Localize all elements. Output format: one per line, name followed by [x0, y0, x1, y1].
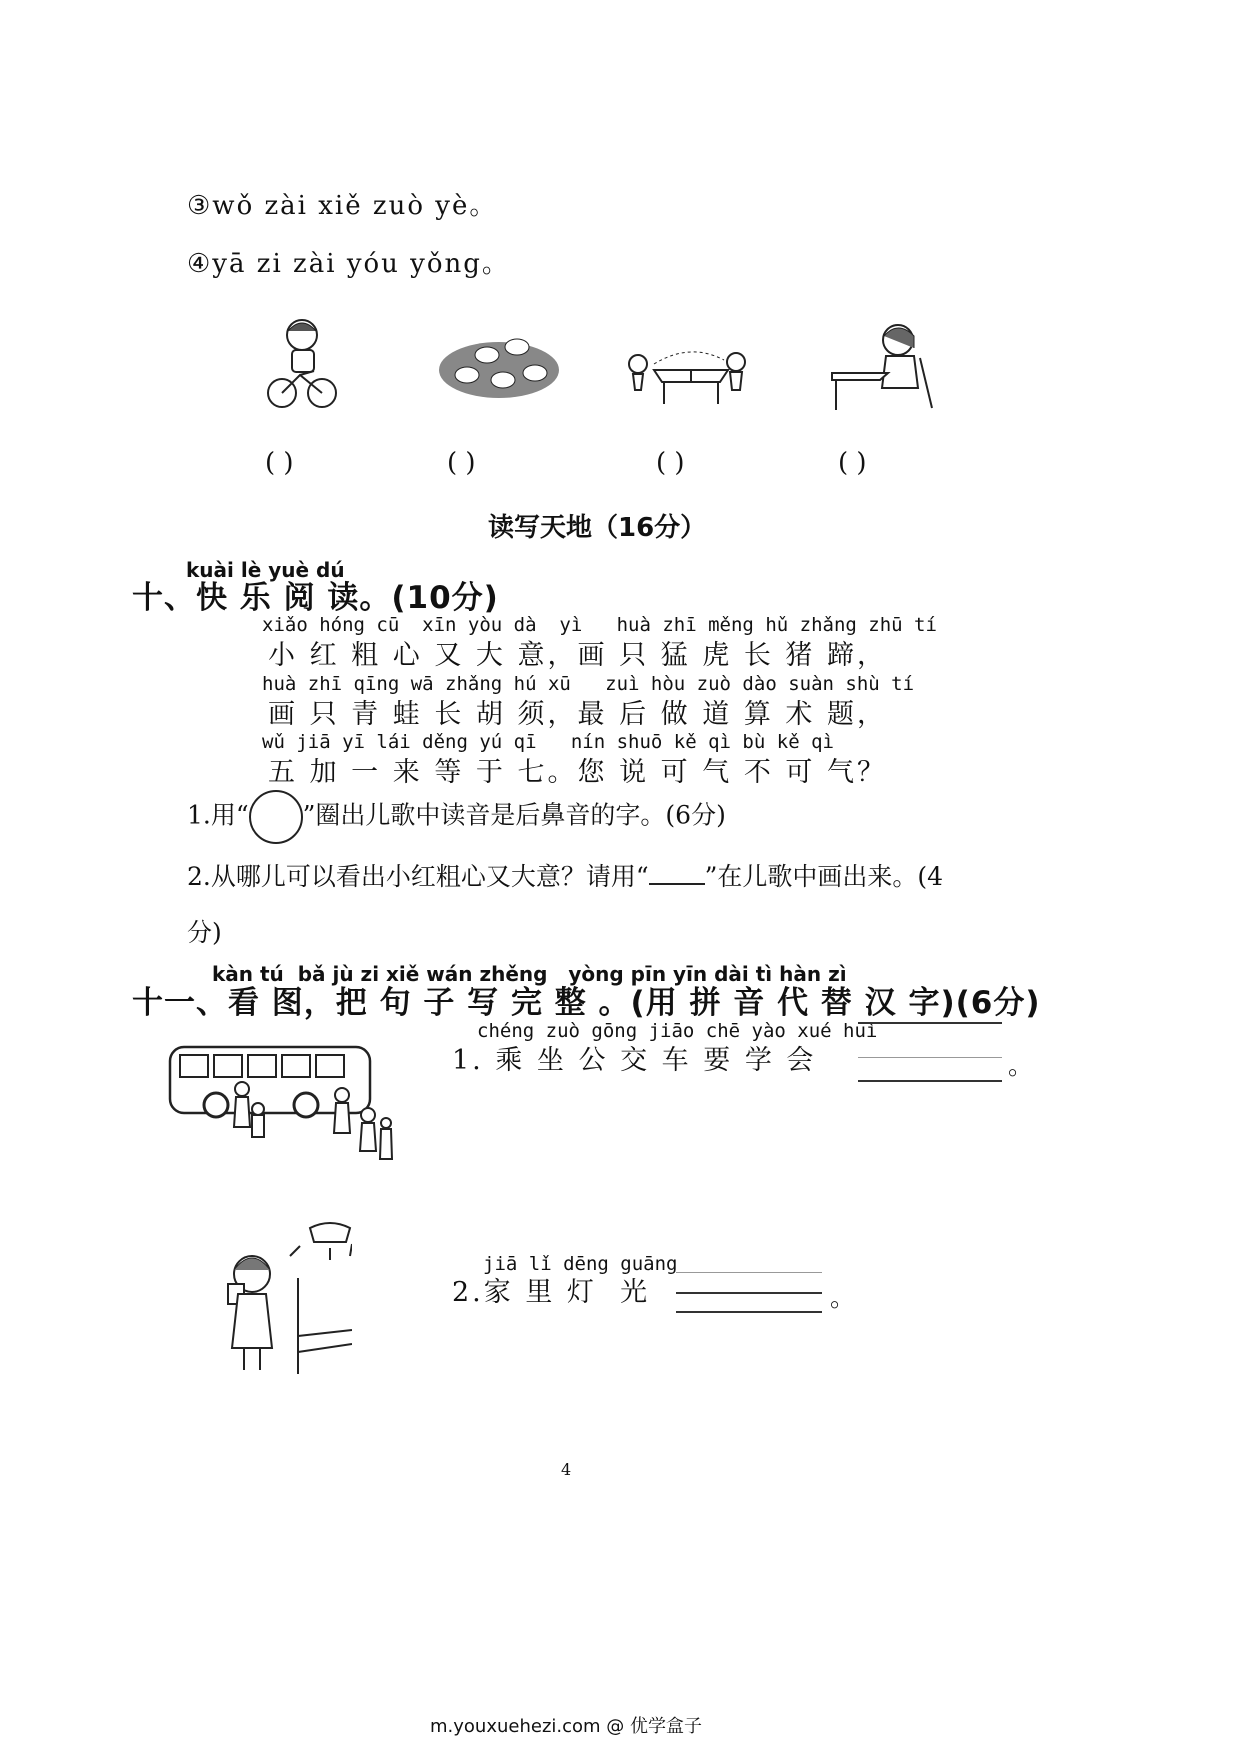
q11-heading-pinyin: kàn tú bǎ jù zi xiě wán zhěng yòng pīn yīn dài tì hàn zì [212, 962, 847, 986]
s2-sentence: 2.家 里 灯 光 [452, 1277, 651, 1308]
girl-lamp-picture [202, 1218, 352, 1374]
s2-middle-line [676, 1292, 822, 1294]
boy-riding-bike-picture [262, 315, 342, 415]
ducks-swimming-picture [437, 325, 562, 400]
s2-pinyin-line [676, 1272, 822, 1273]
item-4: ④yā zi zài yóu yǒng。 [187, 249, 510, 279]
poem-line-1: 小 红 粗 心 又 大 意，画 只 猛 虎 长 猪 蹄， [268, 640, 887, 671]
s1-period: 。 [1008, 1051, 1034, 1080]
q10-heading-pinyin: kuài lè yuè dú [186, 558, 345, 582]
circle-icon [249, 790, 303, 844]
item-3: ③wǒ zài xiě zuò yè。 [187, 191, 498, 221]
girl-doing-homework-picture [828, 318, 938, 413]
task-1-post: ”圈出儿歌中读音是后鼻音的字。(6分) [302, 800, 726, 830]
s1-pinyin: chéng zuò gōng jiāo chē yào xué huì [477, 1020, 878, 1042]
task-1 [187, 790, 726, 844]
task-2-cont: 分) [187, 918, 222, 947]
poem-line-3-pinyin: wǔ jiā yī lái děng yú qī nín shuō kě qì bù kě qì [262, 731, 834, 753]
task-1-pre: 1.用“ [187, 800, 249, 830]
q10-heading: 十、快 乐 阅 读。(10分) [132, 580, 499, 616]
task-2-post: ”在儿歌中画出来。(4 [704, 862, 944, 891]
poem-line-2: 画 只 青 蛙 长 胡 须，最 后 做 道 算 术 题， [268, 699, 887, 730]
s1-answer-line[interactable] [858, 1080, 1002, 1082]
task-2-pre: 2.从哪儿可以看出小红粗心又大意？请用“ [187, 862, 649, 891]
s1-middle-line [858, 1057, 1002, 1058]
s2-period: 。 [830, 1283, 856, 1312]
s1-pinyin-line [858, 1022, 1002, 1024]
animals-table-tennis-picture [624, 340, 756, 410]
answer-parens-3[interactable]: ( ) [656, 448, 685, 478]
poem-line-3: 五 加 一 来 等 于 七。您 说 可 气 不 可 气？ [268, 757, 887, 788]
section-title: 读写天地（16分） [488, 513, 707, 543]
answer-parens-4[interactable]: ( ) [838, 448, 867, 478]
q11-heading: 十一、看 图，把 句 子 写 完 整 。(用 拼 音 代 替 汉 字)(6分) [132, 985, 1041, 1021]
bus-boarding-picture [166, 1043, 394, 1165]
task-2 [187, 857, 943, 893]
s1-sentence: 1. 乘 坐 公 交 车 要 学 会 [452, 1045, 817, 1076]
underline-icon [649, 863, 705, 885]
page-number: 4 [561, 1460, 572, 1479]
s2-answer-line[interactable] [676, 1311, 822, 1313]
poem-line-2-pinyin: huà zhī qīng wā zhǎng hú xū zuì hòu zuò dào suàn shù tí [262, 673, 915, 695]
poem-line-1-pinyin: xiǎo hóng cū xīn yòu dà yì huà zhī měng hǔ zhǎng zhū tí [262, 614, 937, 636]
answer-parens-1[interactable]: ( ) [265, 448, 294, 478]
answer-parens-2[interactable]: ( ) [447, 448, 476, 478]
s2-pinyin: jiā lǐ dēng guāng [483, 1253, 678, 1275]
footer-watermark: m.youxuehezi.com @ 优学盒子 [430, 1716, 703, 1737]
